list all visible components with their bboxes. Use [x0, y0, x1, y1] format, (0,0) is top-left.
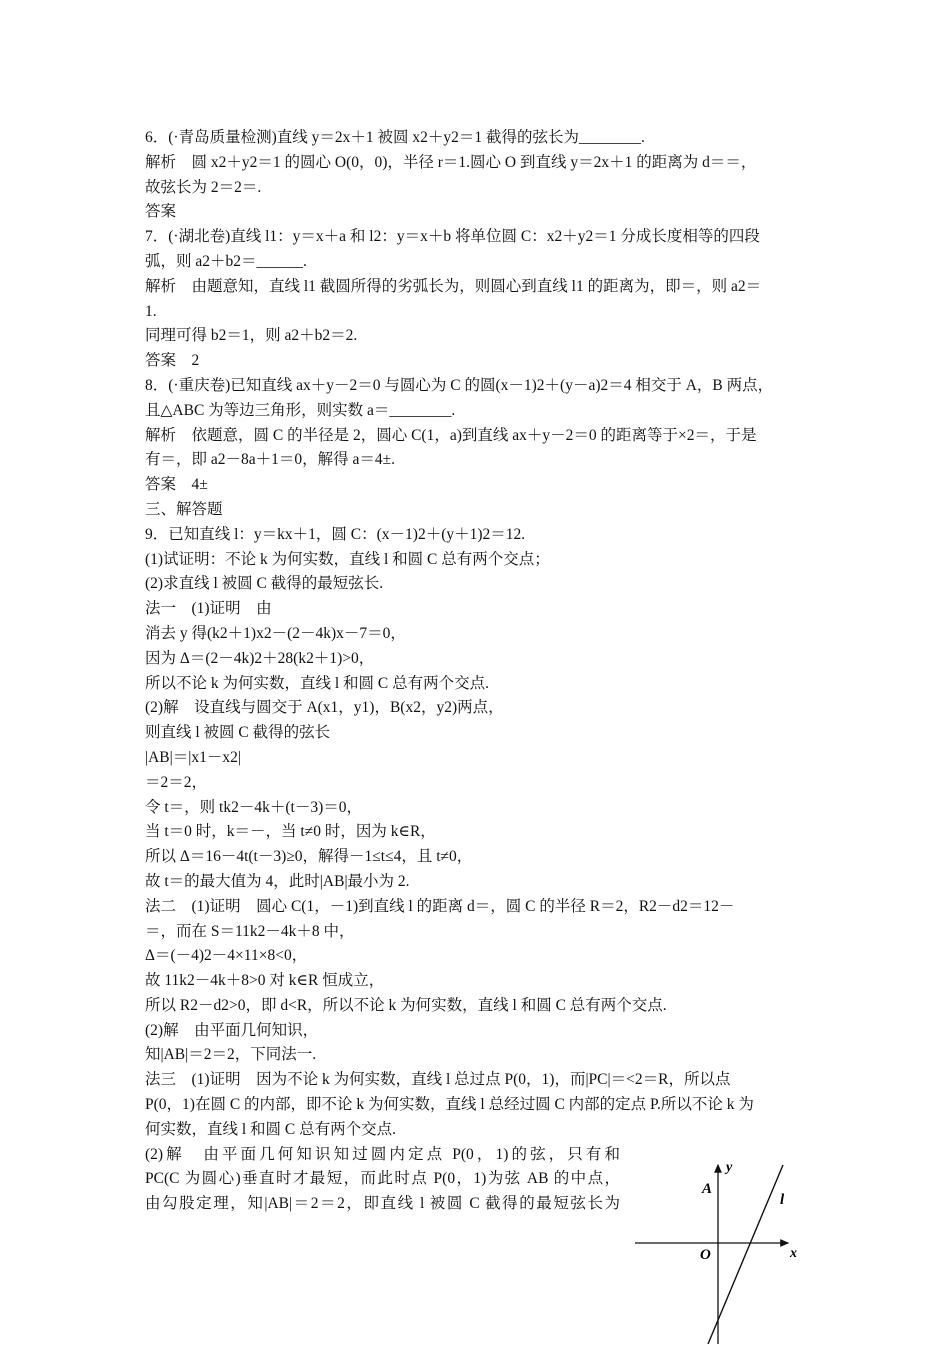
method2-line: 故 11k2－4k＋8>0 对 k∈R 恒成立，	[145, 972, 385, 990]
origin-label: O	[700, 1247, 711, 1263]
q7-analysis: 解析 由题意知，直线 l1 截圆所得的劣弧长为，则圆心到直线 l1 的距离为，即＝，则 a2＝	[145, 277, 762, 295]
q8-analysis-cont: 有＝，即 a2－8a＋1＝0，解得 a＝4±.	[145, 451, 396, 469]
q9-stem: 9．已知直线 l：y＝kx＋1，圆 C：(x－1)2＋(y＋1)2＝12.	[145, 525, 526, 543]
method2-line: ＝，而在 S＝11k2－4k＋8 中，	[145, 922, 355, 940]
y-axis-label: y	[726, 1160, 733, 1175]
method2-line: (2)解 由平面几何知识，	[145, 1021, 319, 1039]
method3-heading: 法三 (1)证明 因为不论 k 为何实数，直线 l 总过点 P(0，1)，而|PC|＝<2＝R，所以点	[145, 1071, 731, 1089]
method1-line: 故 t＝的最大值为 4，此时|AB|最小为 2.	[145, 872, 410, 890]
q6-stem: 6．(·青岛质量检测)直线 y＝2x＋1 被圆 x2＋y2＝1 截得的弦长为________.	[145, 129, 645, 146]
coordinate-figure-svg	[630, 1155, 810, 1344]
q8-answer: 答案 4±	[145, 476, 208, 494]
q6-analysis-cont: 故弦长为 2＝2＝.	[145, 178, 262, 196]
method1-heading: 法一 (1)证明 由	[145, 600, 272, 618]
q8-stem: 8．(·重庆卷)已知直线 ax＋y－2＝0 与圆心为 C 的圆(x－1)2＋(y－a)2＝4 相交于 A，B 两点，	[145, 376, 774, 394]
method1-line: 所以 Δ＝16－4t(t－3)≥0，解得－1≤t≤4，且 t≠0，	[145, 848, 473, 866]
q7-analysis-cont2: 同理可得 b2＝1，则 a2＋b2＝2.	[145, 327, 358, 345]
method1-line: (2)解 设直线与圆交于 A(x1，y1)，B(x2，y2)两点，	[145, 699, 504, 717]
point-a-label: A	[702, 1181, 713, 1197]
method2-line: 知|AB|＝2＝2，下同法一.	[145, 1046, 317, 1064]
q8-analysis: 解析 依题意，圆 C 的半径是 2，圆心 C(1，a)到直线 ax＋y－2＝0 的距离等于×2＝，于是	[145, 426, 757, 444]
q7-analysis-cont: 1.	[145, 302, 157, 320]
q9-part2: (2)求直线 l 被圆 C 截得的最短弦长.	[145, 575, 384, 593]
x-axis-label: x	[790, 1246, 797, 1261]
q7-answer: 答案 2	[145, 352, 200, 370]
method1-line: 所以不论 k 为何实数，直线 l 和圆 C 总有两个交点.	[145, 674, 490, 692]
line-l-label: l	[780, 1192, 785, 1208]
method3-line: 由勾股定理，知|AB|＝2＝2，即直线 l 被圆 C 截得的最短弦长为	[145, 1195, 620, 1213]
method1-line: 令 t＝，则 tk2－4k＋(t－3)＝0，	[145, 798, 362, 816]
method2-line: Δ＝(－4)2－4×11×8<0，	[145, 947, 308, 965]
q7-stem-cont: 弧，则 a2＋b2＝______.	[145, 252, 307, 270]
q7-stem: 7．(·湖北卷)直线 l1：y＝x＋a 和 l2：y＝x＋b 将单位圆 C：x2＋y2＝1 分成长度相等的四段	[145, 228, 760, 246]
method3-line: 何实数，直线 l 和圆 C 总有两个交点.	[145, 1120, 397, 1138]
method1-line: ＝2＝2，	[145, 773, 208, 791]
q6-analysis: 解析 圆 x2＋y2＝1 的圆心 O(0，0)，半径 r＝1.圆心 O 到直线 y＝2x＋1 的距离为 d＝＝，	[145, 153, 757, 171]
method1-line: 则直线 l 被圆 C 截得的弦长	[145, 724, 331, 742]
method1-line: |AB|＝|x1－x2|	[145, 748, 241, 766]
line-l	[708, 1165, 783, 1344]
method1-line: 因为 Δ＝(2－4k)2＋28(k2＋1)>0，	[145, 649, 375, 667]
method2-line: 所以 R2－d2>0，即 d<R，所以不论 k 为何实数，直线 l 和圆 C 总有两个交点.	[145, 996, 667, 1014]
section-heading: 三、解答题	[145, 500, 223, 518]
method1-line: 当 t＝0 时，k＝－，当 t≠0 时，因为 k∈R，	[145, 823, 436, 841]
q8-stem-cont: 且△ABC 为等边三角形，则实数 a＝________.	[145, 401, 456, 419]
q6-answer: 答案	[145, 203, 177, 221]
method2-heading: 法二 (1)证明 圆心 C(1，－1)到直线 l 的距离 d＝，圆 C 的半径 R＝2，R2－d2＝12－	[145, 897, 735, 915]
document-body	[145, 126, 810, 1217]
coordinate-figure	[630, 1155, 810, 1344]
method3-line: (2)解 由平面几何知识知过圆内定点 P(0，1)的弦，只有和	[145, 1145, 620, 1163]
method3-line: PC(C 为圆心)垂直时才最短，而此时点 P(0，1)为弦 AB 的中点，	[145, 1170, 620, 1188]
q9-part1: (1)试证明：不论 k 为何实数，直线 l 和圆 C 总有两个交点；	[145, 550, 550, 568]
method1-line: 消去 y 得(k2＋1)x2－(2－4k)x－7＝0，	[145, 624, 406, 642]
method3-line: P(0，1)在圆 C 的内部，即不论 k 为何实数，直线 l 总经过圆 C 内部的定点 P.所以不论 k 为	[145, 1096, 754, 1114]
